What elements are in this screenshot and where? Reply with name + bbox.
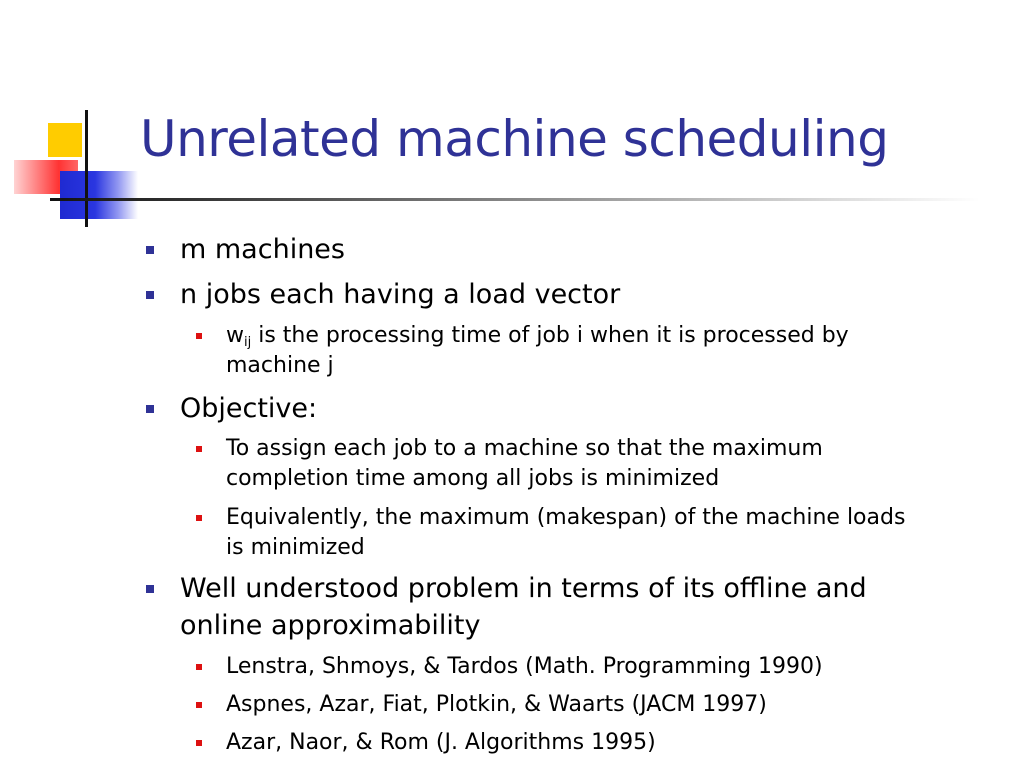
variable-w: w xyxy=(226,323,244,348)
bullet-marker xyxy=(146,585,154,593)
bullet-text: Objective: xyxy=(180,393,318,424)
bullet-text: n jobs each having a load vector xyxy=(180,279,621,310)
sub-bullet-item xyxy=(226,433,823,464)
sub-bullet-marker xyxy=(196,664,202,670)
sub-bullet-item xyxy=(226,502,905,533)
sub-bullet-marker xyxy=(196,446,202,452)
sub-bullet-marker xyxy=(196,515,202,521)
bullet-marker xyxy=(146,291,154,299)
sub-bullet-marker xyxy=(196,333,202,339)
sub-bullet-text: Aspnes, Azar, Fiat, Plotkin, & Waarts (JACM 1997) xyxy=(226,692,767,717)
sub-bullet-item xyxy=(226,651,823,682)
sub-bullet-marker xyxy=(196,702,202,708)
sub-bullet-continuation xyxy=(226,463,719,494)
sub-bullet-item xyxy=(226,689,767,720)
sub-bullet-continuation xyxy=(226,350,334,381)
bullet-marker xyxy=(146,246,154,254)
sub-bullet-text: is minimized xyxy=(226,535,365,560)
sub-bullet-continuation xyxy=(226,532,365,563)
sub-bullet-item xyxy=(226,320,849,351)
bullet-marker xyxy=(146,405,154,413)
sub-bullet-text: is the processing time of job i when it is processed by xyxy=(251,323,849,348)
bullet-text: m machines xyxy=(180,234,345,265)
bullet-item xyxy=(180,276,620,314)
sub-bullet-text: Azar, Naor, & Rom (J. Algorithms 1995) xyxy=(226,730,656,755)
bullet-continuation xyxy=(180,607,481,645)
bullet-item xyxy=(180,570,867,608)
sub-bullet-text: Lenstra, Shmoys, & Tardos (Math. Programming 1990) xyxy=(226,654,823,679)
sub-bullet-marker xyxy=(196,740,202,746)
bullet-text: online approximability xyxy=(180,610,481,641)
bullet-item xyxy=(180,231,345,269)
sub-bullet-text: Equivalently, the maximum (makespan) of the machine loads xyxy=(226,505,906,530)
sub-bullet-text: To assign each job to a machine so that the maximum xyxy=(226,436,823,461)
slide-title: Unrelated machine scheduling xyxy=(140,110,889,168)
bullet-item xyxy=(180,390,317,428)
sub-bullet-item xyxy=(226,727,656,758)
sub-bullet-text: machine j xyxy=(226,353,334,378)
bullet-text: Well understood problem in terms of its offline and xyxy=(180,573,867,604)
sub-bullet-text: completion time among all jobs is minimized xyxy=(226,466,720,491)
variable-subscript: ij xyxy=(244,335,252,350)
